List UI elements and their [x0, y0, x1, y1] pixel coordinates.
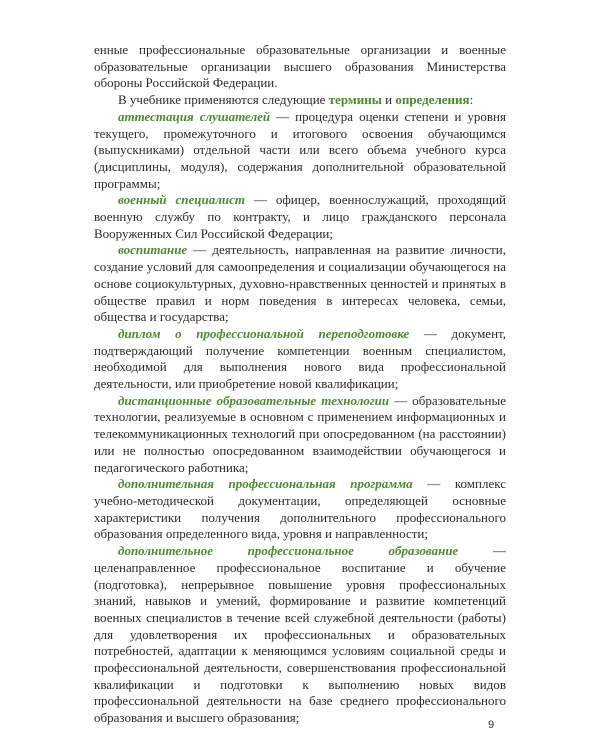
- definition-term: воспитание: [118, 242, 188, 258]
- definition-term: дополнительная профессиональная программа: [118, 476, 413, 492]
- continuation-paragraph: енные профессиональные образовательные организации и военные образовательные организации высшего образования Министерства обороны Российской Федерации.: [94, 42, 506, 91]
- definition-text: — комплекс учебно-методической документации, определяющей основные характеристики получения дополнительного профессионального образования определенного вида, уровня и направленности;: [94, 476, 506, 542]
- definition-text: — деятельность, направленная на развитие личности, создание условий для самоопределения и социализации обучающегося на основе социокультурных, духовно-нравственных ценностей и принятых в обществе правил и норм поведения в интересах человека, семьи, общества и государства;: [94, 242, 506, 325]
- definition-item: [94, 192, 506, 242]
- page-body: [94, 42, 506, 727]
- definition-item: [94, 393, 506, 477]
- definition-item: [94, 476, 506, 543]
- lead-text: В учебнике применяются следующие: [118, 92, 329, 108]
- definition-text: — офицер, военнослужащий, проходящий военную службу по контракту, и лицо гражданского персонала Вооруженных Сил Российской Федерации;: [94, 192, 506, 241]
- definition-term: дополнительное профессиональное образование: [118, 543, 459, 559]
- definition-term: военный специалист: [118, 192, 246, 208]
- lead-and: и: [381, 92, 396, 108]
- definition-item: [94, 326, 506, 393]
- definition-term: аттестация слушателей: [118, 108, 271, 124]
- highlight-definitions: определения: [395, 92, 470, 108]
- definition-text: — документ, подтверждающий получение компетенции военным специалистом, необходимой для выполнения нового вида профессиональной деятельности, или приобретение новой квалификации;: [94, 325, 506, 392]
- highlight-terms: термины: [328, 92, 382, 108]
- definition-term: дистанционные образовательные технологии: [118, 392, 390, 408]
- lead-colon: :: [469, 92, 474, 108]
- page-number: 9: [488, 719, 495, 731]
- lead-paragraph: [94, 92, 506, 109]
- definition-item: [94, 242, 506, 326]
- definition-item: [94, 543, 506, 727]
- definition-text: — процедура оценки степени и уровня текущего, промежуточного и итогового освоения обучающимся (выпускниками) отдельной части или всего объема учебного курса (дисциплины, модуля), содержания дополнительной образовательной программы;: [94, 108, 506, 191]
- definition-item: [94, 109, 506, 193]
- definition-text: — целенаправленное профессиональное воспитание и обучение (подготовка), непрерывное повышение уровня профессиональных знаний, навыков и умений, формирование и развитие компетенций военных специалистов в течение всей служебной деятельности (работы) для удовлетворения их профессиональных и образовательных потребностей, адаптации к меняющимся условиям социальной среды и профессиональной деятельности, совершенствования профессиональной квалификации и подготовки к выполнению новых видов профессиональной деятельности на базе среднего профессионального образования и высшего образования;: [94, 543, 507, 726]
- definition-text: — образовательные технологии, реализуемые в основном с применением информационных и телекоммуникационных технологий при опосредованном (на расстоянии) или не полностью опосредованном взаимодействии обучающегося и педагогического работника;: [94, 392, 506, 475]
- definition-term: диплом о профессиональной переподготовке: [118, 325, 410, 341]
